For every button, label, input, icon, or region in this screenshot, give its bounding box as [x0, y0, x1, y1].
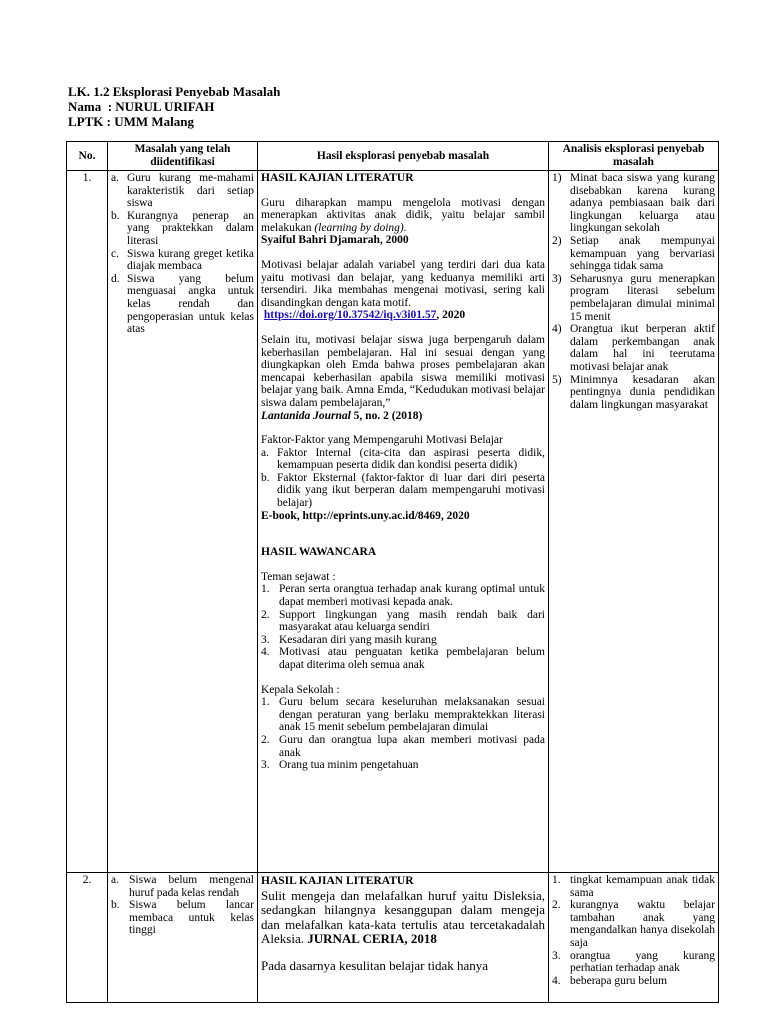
doi-link[interactable]: https://doi.org/10.37542/iq.v3i01.57 — [263, 309, 437, 322]
header-no: No. — [67, 142, 108, 171]
list-item: b. Kurangnya penerap an yang praktekkan dalam literasi — [111, 209, 254, 247]
principal-label: Kepala Sekolah : — [261, 683, 340, 696]
list-item: 2. Guru dan orangtua lupa akan memberi motivasi pada anak — [261, 733, 545, 759]
header-problem: Masalah yang telah diidentifikasi — [108, 142, 258, 171]
list-item: 4. Motivasi atau penguatan ketika pembelajaran belum dapat diterima oleh semua anak — [261, 646, 545, 671]
list-item: d. Siswa yang belum menguasai angka untuk kelas rendah dan pengoperasian untuk kelas atas — [111, 272, 254, 336]
citation: E-book, http://eprints.uny.ac.id/8469, 2020 — [261, 509, 470, 522]
list-item: 3. orangtua yang kurang perhatian terhadap anak — [552, 949, 715, 975]
table-row — [67, 171, 719, 873]
list-item: a. Faktor Internal (cita-cita dan aspirasi peserta didik, kemampuan peserta didik dan kondisi peserta didik) — [261, 446, 545, 472]
list-item: 1. tingkat kemampuan anak tidak sama — [552, 874, 715, 899]
list-item: 4. beberapa guru belum — [552, 974, 668, 987]
citation: https://doi.org/10.37542/iq.v3i01.57, 2020 — [263, 309, 466, 322]
literature-heading: HASIL KAJIAN LITERATUR — [261, 875, 414, 887]
list-item: 3) Seharusnya guru menerapkan program literasi sebelum pembelajaran dimulai minimal 15 menit — [552, 272, 715, 323]
citation: Syaiful Bahri Djamarah, 2000 — [261, 234, 409, 247]
list-item: 2. kurangnya waktu belajar tambahan anak yang mengandalkan hanya disekolah saja — [552, 899, 715, 949]
exploration-table — [66, 141, 719, 1003]
list-item: c. Siswa kurang greget ketika diajak membaca — [111, 247, 254, 273]
row-number: 1. — [67, 171, 108, 873]
paragraph: Guru diharapkan mampu mengelola motivasi dengan menerapkan aktivitas anak didik, yaitu belajar sambil melakukan (learning by doing). — [261, 196, 545, 234]
analysis-cell — [549, 873, 719, 1003]
paragraph: Motivasi belajar adalah variabel yang terdiri dari dua kata yaitu motivasi dan belajar, yang keduanya memiliki arti tersendiri. Jika membahas mengenai motivasi, sering kali disandingkan dengan kata motif. — [261, 258, 545, 309]
problem-cell — [108, 873, 258, 1003]
document-header — [68, 84, 280, 129]
interview-heading: HASIL WAWANCARA — [261, 546, 377, 559]
table-header-row — [67, 142, 719, 171]
list-item: a. Siswa belum mengenal huruf pada kelas rendah — [111, 874, 254, 899]
lptk-line: LPTK : UMM Malang — [68, 114, 195, 129]
list-item: 2. Support lingkungan yang masih rendah baik dari masyarakat atau keluarga sendiri — [261, 608, 545, 634]
list-item: a. Guru kurang me-mahami karakteristik dari setiap siswa — [111, 172, 254, 210]
list-item: 4) Orangtua ikut berperan aktif dalam perkembangan anak dalam hal ini teerutama motivasi belajar anak — [552, 323, 715, 373]
paragraph: Selain itu, motivasi belajar siswa juga berpengaruh dalam keberhasilan pembelajaran. Hal ini sesuai dengan yang diungkapkan oleh Emda bahwa proses pembelajaran akan mencapai keberhasilan apabila siswa memiliki motivasi belajar yang baik. Amna Emda, “Kedudukan motivasi belajar siswa dalam pembelajaran,” — [261, 333, 545, 409]
list-item: 3. Kesadaran diri yang masih kurang — [261, 633, 437, 646]
worksheet-title: LK. 1.2 Eksplorasi Penyebab Masalah — [68, 84, 281, 99]
header-analysis: Analisis eksplorasi penyebab masalah — [549, 142, 719, 171]
paragraph: Sulit mengeja dan melafalkan huruf yaitu Disleksia, sedangkan hilangnya kesanggupan dalam mengeja dan melafalkan kata-kata tertulis atau tercetakadalah Aleksia. JURNAL CERIA, 2018 — [261, 887, 545, 946]
row-number: 2. — [67, 873, 108, 1003]
list-item: 1. Guru belum secara keseluruhan melaksanakan sesuai dengan peraturan yang berlaku mempraktekkan literasi anak 15 menit sebelum pembelajaran dimulai — [261, 696, 545, 734]
literature-heading: HASIL KAJIAN LITERATUR — [261, 172, 414, 184]
list-item: b. Faktor Eksternal (faktor-faktor di luar dari diri peserta didik yang ikut berperan dalam mempengaruhi motivasi belajar) — [261, 471, 545, 510]
citation: Lantanida Journal 5, no. 2 (2018) — [261, 409, 423, 422]
results-cell — [258, 171, 549, 873]
results-cell — [258, 873, 549, 1003]
list-item: b. Siswa belum lancar membaca untuk kelas tinggi — [111, 899, 254, 937]
problem-cell — [108, 171, 258, 873]
list-item: 1. Peran serta orangtua terhadap anak kurang optimal untuk dapat memberi motivasi kepada anak. — [261, 583, 545, 609]
analysis-cell — [549, 171, 719, 873]
table-row — [67, 873, 719, 1003]
list-item: 1) Minat baca siswa yang kurang disebabkan karena kurang adanya pembiasaan baik dari lingkungan keluarga atau lingkungan sekolah — [552, 172, 715, 235]
name-line: Nama : NURUL URIFAH — [68, 99, 215, 114]
paragraph: Faktor-Faktor yang Mempengaruhi Motivasi Belajar — [261, 434, 503, 447]
header-results: Hasil eksplorasi penyebab masalah — [258, 142, 549, 171]
list-item: 3. Orang tua minim pengetahuan — [261, 759, 419, 772]
list-item: 2) Setiap anak mempunyai kemampuan yang bervariasi sehingga tidak sama — [552, 234, 715, 273]
paragraph: Pada dasarnya kesulitan belajar tidak hanya — [261, 957, 489, 973]
peer-label: Teman sejawat : — [261, 570, 336, 583]
list-item: 5) Minimnya kesadaran akan pentingnya dunia pendidikan dalam lingkungan masyarakat — [552, 373, 715, 411]
